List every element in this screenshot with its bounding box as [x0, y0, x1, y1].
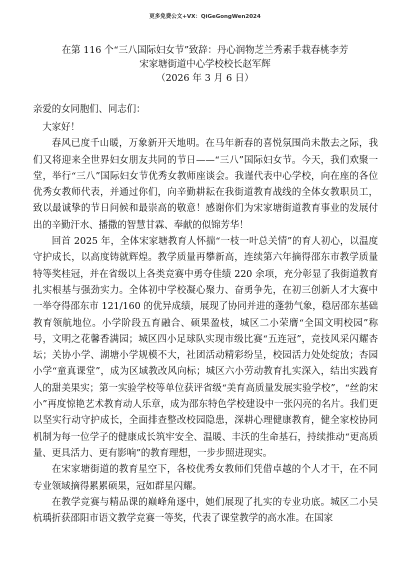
- paragraph-female-teachers: 在宋家塘街道的教育星空下，各校优秀女教师们凭借卓越的个人才干，在不同专业领域摘得累累硕果，冠如群星闪耀。: [33, 464, 378, 492]
- salutation: 亲爱的女同胞们、同志们：: [33, 104, 146, 115]
- paragraph-opening: 春风已度千山暖，万象新开天地明。在马年新春的喜悦氛围尚未散去之际，我们又将迎来全世界妇女朋友共同的节日——“三八”国际妇女节。今天，我们欢聚一堂，举行“三八”国际妇女节优秀女教师座谈会。我谨代表中心学校，向在座的各位优秀女教师代表，并通过你们，向辛勤耕耘在我街道教育战线的全体女教职员工，致以最诚挚的节日问候和最崇高的敬意！感谢你们为宋家塘街道教育事业的发展付出的辛勤汗水、播撒的智慧甘霖、奉献的似锦芳华！: [33, 138, 378, 231]
- speech-body: [33, 120, 378, 527]
- paragraph-review-2025: 回首 2025 年，全体宋家塘教育人怀揣“一枝一叶总关情”的育人初心，以温度守护成长，以高度铸就辉煌。教学质量再攀新高，连续第六年摘得邵东市教学质量特等奖桂冠，并在省级以上各类竞赛中勇夺佳绩 220 余项，充分彰显了我街道教育扎实根基与强劲实力。全体初中学校凝心聚力、奋勇争先，在初三创新人才大赛中一举夺得邵东市 121/160 的优异成绩，展现了协同并进的蓬勃气象，稳居邵东基础教育领航地位。小学阶段五育融合、硕果盈枝，城区二小荣膺“全国文明校园”称号，文明之花馨香满园；城区四小足球队实现市级比赛“五连冠”，竞技风采闪耀杏坛；关协小学、湖塘小学规模不大，社团活动精彩纷呈，校园活力处处绽放；杏园小学“童真课堂”，成为区域教改风向标；城区六小劳动教育扎实深入，结出实践育人的甜美果实；第一实验学校等单位获评省级“美育高质量发展实验学校”，“丝韵宋小”再度惊艳艺术教育动人乐章，成为邵东特色学校建设中一张闪亮的名片。我们更以坚实行动守护成长，全面排查整改校园隐患，深耕心理健康教育，健全家校协同机制为每一位学子的健康成长筑牢安全、温暖、丰沃的生命基石，持续推动“更高质量、更具活力、更有影响”的教育理想，一步步照进现实。: [33, 236, 378, 459]
- watermark-text: 更多免费公文+VX：QiGeGongWen2024: [149, 14, 261, 20]
- date-line: （2026 年 3 月 6 日）: [156, 73, 254, 84]
- document-title: 在第 116 个“三八国际妇女节”致辞：丹心润物芝兰秀素手栽春桃李芳: [61, 45, 349, 56]
- speaker-line: 宋家塘街道中心学校校长赵军辉: [139, 59, 271, 70]
- paragraph-competitions: 在教学竞赛与精品课的巅峰角逐中，她们展现了扎实的专业功底。城区二小吴杭瑀折获邵阳市语文教学竞赛一等奖，代表了课堂教学的高水准。在国家: [33, 496, 378, 525]
- paragraph-greeting: 大家好！: [42, 122, 80, 133]
